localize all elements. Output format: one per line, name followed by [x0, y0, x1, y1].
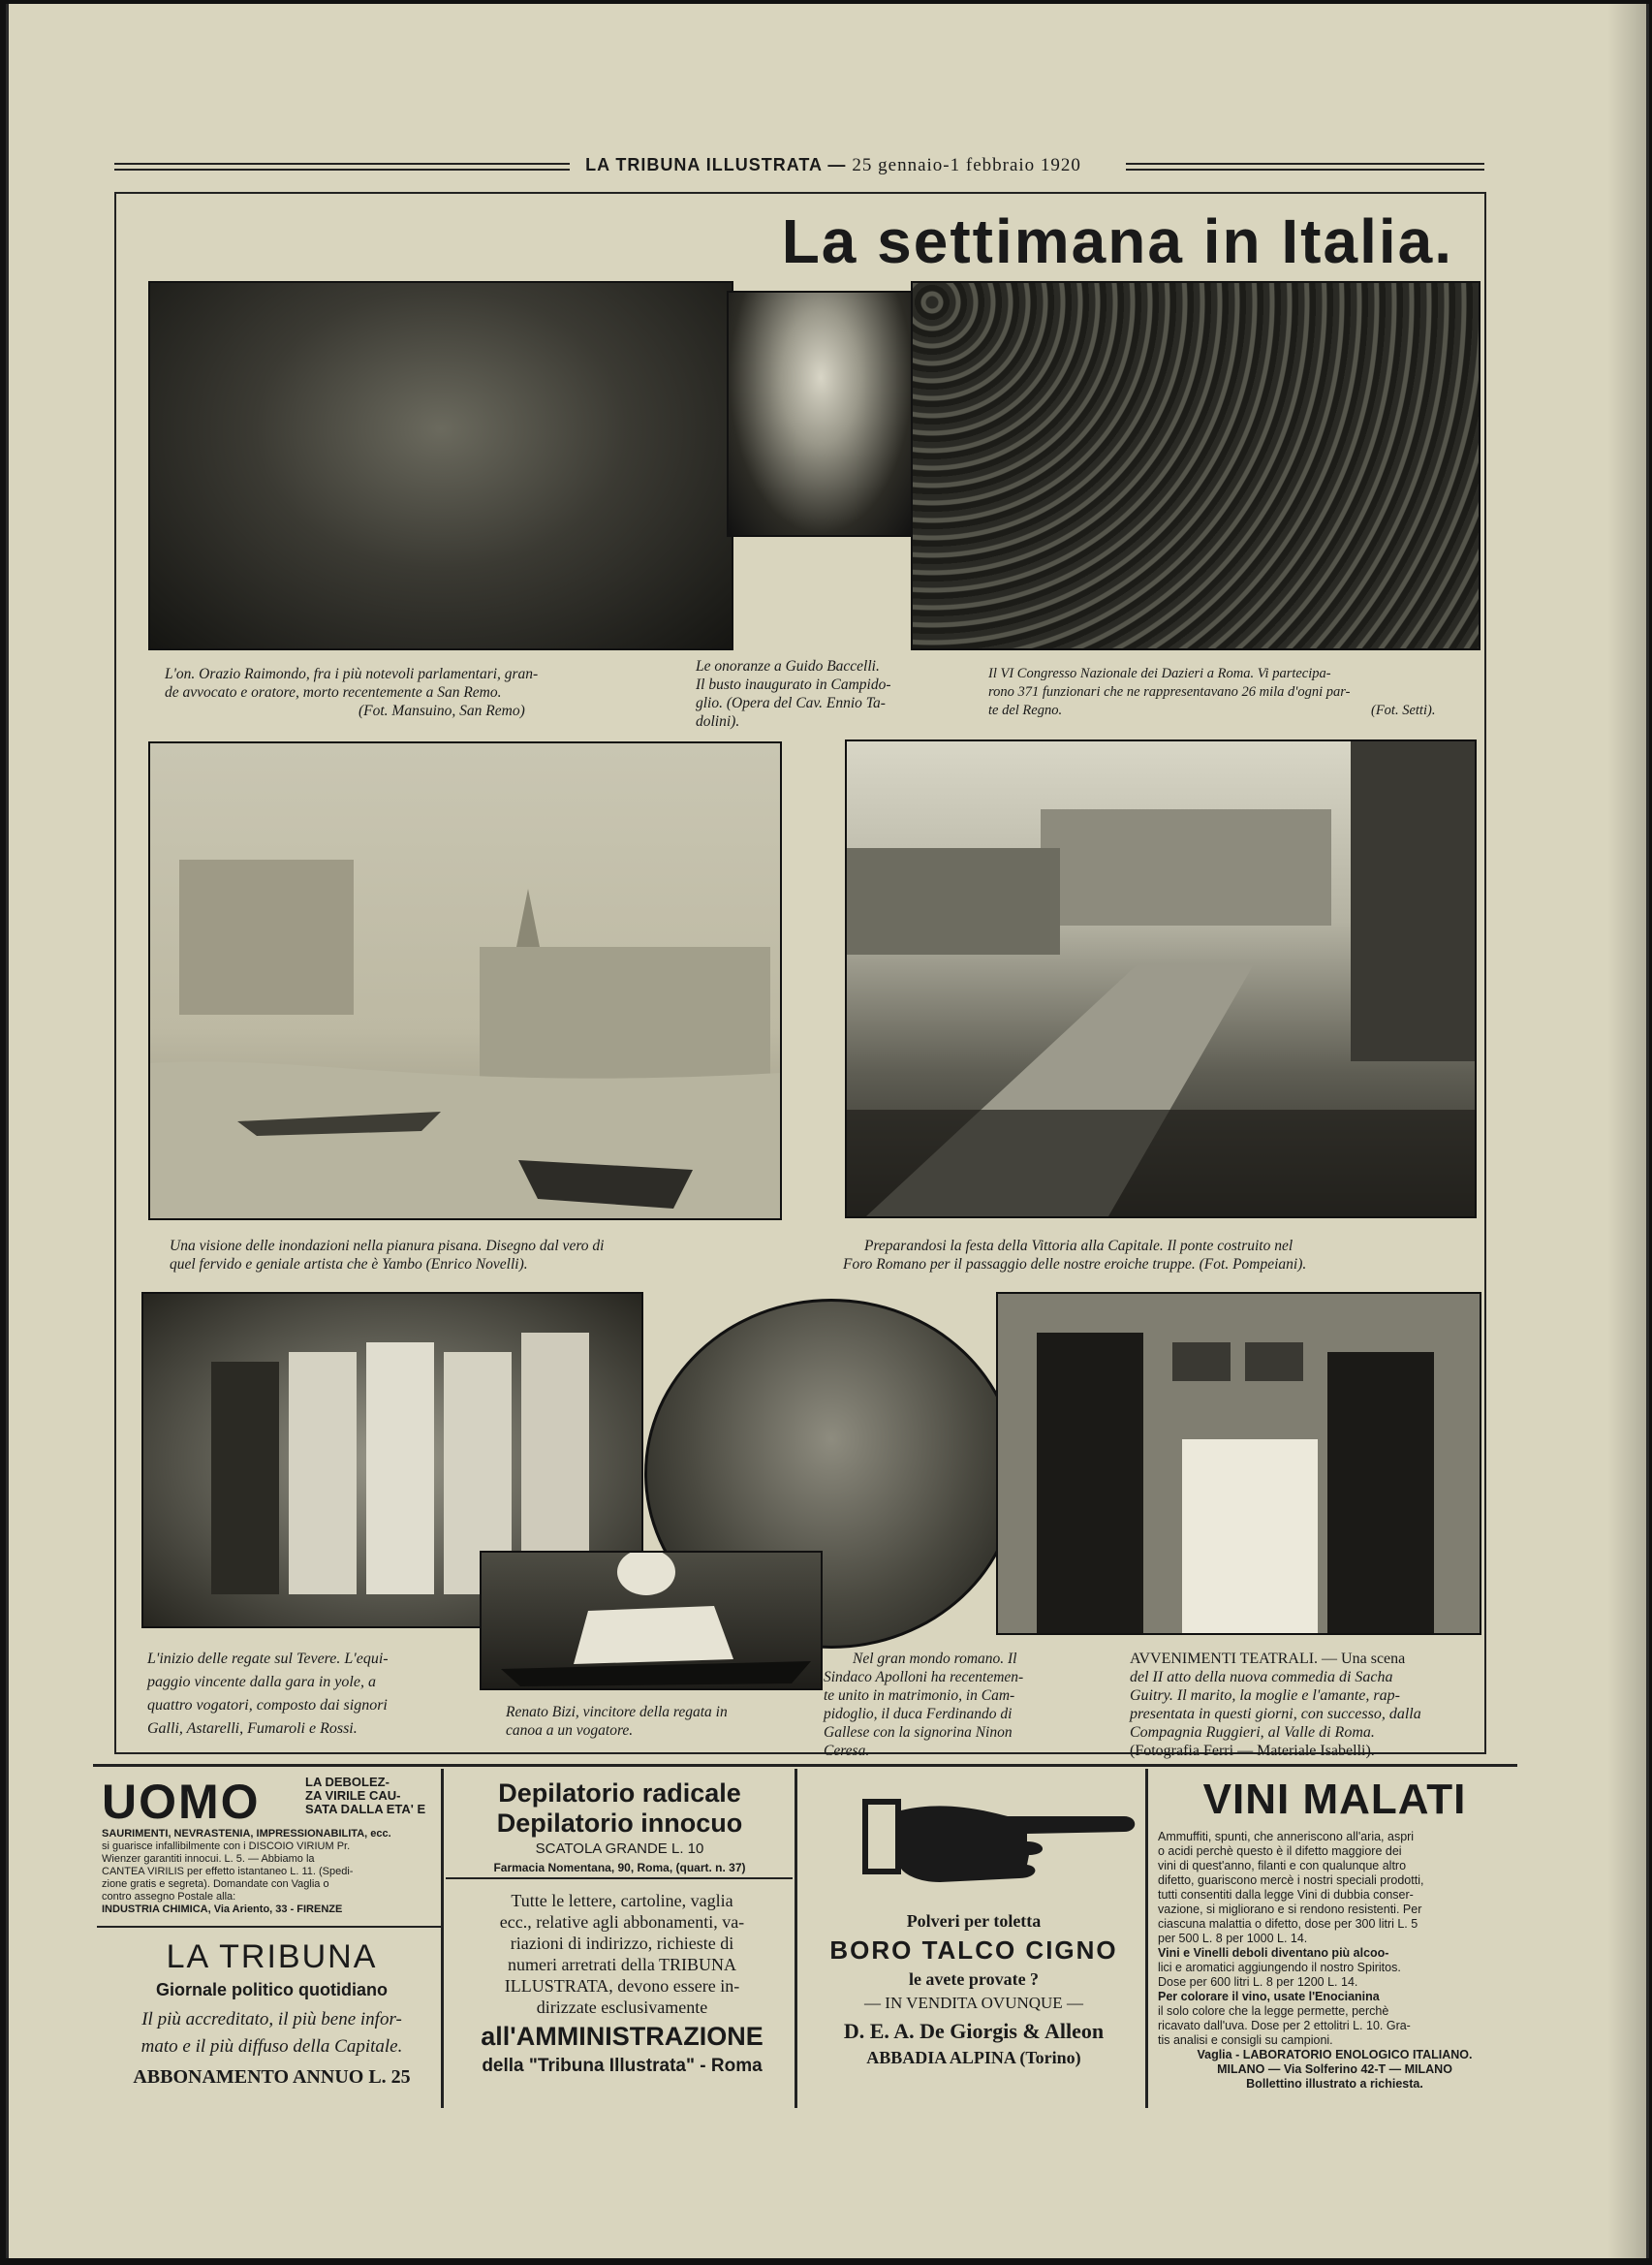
ad-line: D. E. A. De Giorgis & Alleon: [843, 2019, 1105, 2043]
ad-line: CANTEA VIRILIS per effetto istantaneo L. 11. (Spedi-: [102, 1866, 354, 1877]
caption-line: (Fot. Mansuino, San Remo): [358, 703, 525, 719]
ad-uomo-word: UOMO: [102, 1775, 261, 1829]
ad-line: lici e aromatici aggiungendo il nostro Spiritos.: [1158, 1961, 1401, 1974]
caption-line: Renato Bizi, vincitore della regata in: [506, 1704, 728, 1720]
caption-line: Nel gran mondo romano. Il: [853, 1651, 1017, 1667]
ad-line: della "Tribuna Illustrata" - Roma: [482, 2056, 763, 2076]
ad-line: contro assegno Postale alla:: [102, 1891, 236, 1903]
caption-line: Sindaco Apolloni ha recentemen-: [824, 1669, 1024, 1685]
ad-line: Dose per 600 litri L. 8 per 1200 L. 14.: [1158, 1975, 1358, 1989]
ad-la-tribuna: [105, 1938, 439, 2089]
caption-line: rono 371 funzionari che ne rappresentavano 26 mila d'ogni par-: [988, 684, 1351, 700]
ad-vini-malati: [1158, 1776, 1512, 2092]
page-header: [572, 155, 1095, 176]
ad-line: ILLUSTRATA, devono essere in-: [504, 1976, 740, 1996]
caption-line: Il busto inaugurato in Campido-: [696, 676, 891, 693]
ads-divider-1: [441, 1769, 444, 2108]
caption-matrimonio: [824, 1650, 1023, 1760]
ad-line: SATA DALLA ETA' E: [305, 1802, 426, 1816]
ad-boro-brand: BORO TALCO CIGNO: [829, 1935, 1118, 1965]
ad-line: vini di quest'anno, filanti e con qualunque altro: [1158, 1859, 1407, 1872]
caption-dazieri: [988, 665, 1436, 720]
ad-line: Vaglia - LABORATORIO ENOLOGICO ITALIANO.: [1197, 2048, 1473, 2061]
ad-tribuna-name: LA TRIBUNA: [166, 1938, 378, 1975]
ad-line: mato e il più diffuso della Capitale.: [140, 2036, 403, 2057]
caption-line: Ceresa.: [824, 1743, 870, 1759]
ad-amministrazione-big: all'AMMINISTRAZIONE: [481, 2022, 764, 2051]
ad-line: — IN VENDITA OVUNQUE —: [864, 1994, 1083, 2012]
ad-boro-talco: [804, 1911, 1143, 2068]
caption-line: paggio vincente dalla gara in yole, a: [147, 1674, 376, 1690]
ad-boro-hand: [804, 1781, 1143, 1898]
caption-line: Preparandosi la festa della Vittoria alla Capitale. Il ponte costruito nel: [864, 1238, 1294, 1254]
caption-line: te del Regno.: [988, 703, 1063, 718]
ad-line: Ammuffiti, spunti, che anneriscono all'aria, aspri: [1158, 1830, 1415, 1843]
ad-line: ABBADIA ALPINA (Torino): [866, 2048, 1081, 2067]
caption-bizi: [506, 1703, 728, 1740]
photo-raimondo: [148, 281, 733, 650]
ad-line: dirizzate esclusivamente: [536, 1998, 708, 2017]
ad-uomo: [102, 1774, 436, 1919]
ads-divider-2: [795, 1769, 797, 2108]
ad-line: o acidi perchè questo è il difetto maggiore dei: [1158, 1844, 1402, 1858]
page-curl-shadow: [1607, 4, 1646, 2258]
ad-line: numeri arretrati della TRIBUNA: [507, 1955, 737, 1974]
flood-sketch-drawing: [150, 743, 780, 1218]
caption-line: Gallese con la signorina Ninon: [824, 1724, 1013, 1741]
ads-rule-uomo: [97, 1926, 441, 1928]
ad-line: ecc., relative agli abbonamenti, va-: [499, 1912, 745, 1932]
ad-line: Polveri per toletta: [906, 1911, 1042, 1931]
caption-line: Foro Romano per il passaggio delle nostre eroiche truppe. (Fot. Pompeiani).: [843, 1256, 1307, 1273]
drawing-inondazioni: [148, 741, 782, 1220]
caption-teatrali: [1130, 1650, 1421, 1760]
photo-avvenimenti-teatrali: [996, 1292, 1481, 1635]
ad-line: Bollettino illustrato a richiesta.: [1246, 2077, 1423, 2091]
ad-line: SAURIMENTI, NEVRASTENIA, IMPRESSIONABILITA, ecc.: [102, 1828, 391, 1840]
caption-vittoria: [843, 1237, 1306, 1274]
caption-line: (Fotografia Ferri — Materiale Isabelli).: [1130, 1743, 1375, 1759]
ad-line: LA DEBOLEZ-: [305, 1775, 390, 1789]
issue-date: 25 gennaio-1 febbraio 1920: [852, 155, 1081, 175]
header-rule-left: [114, 163, 570, 171]
caption-line: quattro vogatori, composto dai signori: [147, 1697, 388, 1714]
ad-line: tutti consentiti dalla legge Vini di dubbia conser-: [1158, 1888, 1414, 1902]
ad-line: MILANO — Via Solferino 42-T — MILANO: [1217, 2062, 1452, 2076]
ad-line: il solo colore che la legge permette, perchè: [1158, 2004, 1389, 2018]
caption-line: presentata in questi giorni, con successo, dalla: [1130, 1706, 1421, 1722]
masthead: LA TRIBUNA ILLUSTRATA —: [585, 155, 847, 174]
caption-line: (Fot. Setti).: [1371, 703, 1436, 718]
caption-line: Il VI Congresso Nazionale dei Dazieri a Roma. Vi partecipa-: [988, 666, 1331, 681]
ad-line: Wienzer garantiti innocui. L. 5. — Abbiamo la: [102, 1853, 315, 1865]
ad-amministrazione: [453, 1890, 791, 2077]
ad-line: Depilatorio radicale: [498, 1778, 741, 1808]
caption-line: del II atto della nuova commedia di Sacha: [1130, 1669, 1393, 1685]
ad-line: ciascuna malattia o difetto, dose per 300 litri L. 5: [1158, 1917, 1418, 1931]
caption-raimondo: [165, 665, 538, 720]
caption-baccelli: [696, 657, 891, 731]
ad-line: Vini e Vinelli deboli diventano più alcoo-: [1158, 1946, 1389, 1960]
photo-baccelli-bust: [727, 291, 915, 537]
ad-line: INDUSTRIA CHIMICA, Via Ariento, 33 - FIRENZE: [102, 1903, 343, 1915]
photo-bizi-canoa: [480, 1551, 823, 1690]
caption-line: Guitry. Il marito, la moglie e l'amante, rap-: [1130, 1687, 1400, 1704]
caption-line: glio. (Opera del Cav. Ennio Ta-: [696, 695, 886, 711]
caption-line: quel fervido e geniale artista che è Yambo (Enrico Novelli).: [170, 1256, 528, 1273]
ad-vini-body: [1158, 1830, 1512, 2092]
ads-rule-depilatorio: [446, 1877, 793, 1879]
ad-line: Per colorare il vino, usate l'Enocianina: [1158, 1990, 1380, 2003]
pointing-hand-icon: [804, 1781, 1143, 1898]
photo-congresso-dazieri: [911, 281, 1481, 650]
caption-inondazioni: [170, 1237, 604, 1274]
ad-tribuna-sub: Giornale politico quotidiano: [156, 1980, 388, 1999]
ad-uomo-side: [305, 1776, 425, 1816]
bridge-photo-drawing: [847, 741, 1475, 1216]
caption-line: L'inizio delle regate sul Tevere. L'equi-: [147, 1651, 389, 1667]
caption-line: dolini).: [696, 713, 740, 730]
caption-line: Le onoranze a Guido Baccelli.: [696, 658, 880, 675]
ad-line: SCATOLA GRANDE L. 10: [535, 1840, 704, 1857]
header-rule-right: [1126, 163, 1484, 171]
ad-line: si guarisce infallibilmente con i DISCOIO VIRIUM Pr.: [102, 1840, 351, 1852]
ad-line: Il più accreditato, il più bene infor-: [141, 2009, 402, 2029]
ad-line: Farmacia Nomentana, 90, Roma, (quart. n. 37): [493, 1861, 746, 1874]
ads-divider-3: [1145, 1769, 1148, 2108]
ad-line: Tutte le lettere, cartoline, vaglia: [511, 1891, 733, 1910]
ad-line: ZA VIRILE CAU-: [305, 1788, 401, 1803]
caption-line: de avvocato e oratore, morto recentemente a San Remo.: [165, 684, 502, 701]
caption-regate: [147, 1648, 389, 1741]
caption-line: te unito in matrimonio, in Cam-: [824, 1687, 1015, 1704]
ad-line: riazioni di indirizzo, richieste di: [510, 1934, 734, 1953]
theatre-scene-drawing: [998, 1294, 1480, 1633]
caption-line: Una visione delle inondazioni nella pianura pisana. Disegno dal vero di: [170, 1238, 605, 1254]
caption-line: pidoglio, il duca Ferdinando di: [824, 1706, 1013, 1722]
caption-line: canoa a un vogatore.: [506, 1722, 634, 1739]
ad-line: difetto, guariscono mercè i nostri speciali prodotti,: [1158, 1873, 1424, 1887]
ad-uomo-body: [102, 1828, 391, 1916]
ad-line: Depilatorio innocuo: [496, 1809, 743, 1838]
ad-line: ricavato dall'uva. Dose per 2 ettolitri L. 10. Gra-: [1158, 2019, 1411, 2032]
caption-line: Galli, Astarelli, Fumaroli e Rossi.: [147, 1720, 358, 1737]
ads-top-rule: [93, 1764, 1517, 1767]
ad-line: zione gratis e segreta). Domandate con Vaglia o: [102, 1878, 329, 1890]
ad-line: per 500 L. 8 per 1000 L. 14.: [1158, 1932, 1308, 1945]
ad-vini-title: VINI MALATI: [1202, 1776, 1467, 1823]
ad-tribuna-price: ABBONAMENTO ANNUO L. 25: [133, 2066, 411, 2088]
photo-ponte-foro-romano: [845, 739, 1477, 1218]
caption-line: Compagnia Ruggieri, al Valle di Roma.: [1130, 1724, 1375, 1741]
ad-line: le avete provate ?: [908, 1969, 1040, 1989]
canoe-rower-drawing: [482, 1553, 821, 1688]
ad-depilatorio: [448, 1778, 792, 1874]
page-title: La settimana in Italia.: [781, 206, 1453, 276]
ad-line: vazione, si migliorano e si rendono resistenti. Per: [1158, 1903, 1422, 1916]
ad-line: tis analisi e consigli su campioni.: [1158, 2033, 1333, 2047]
caption-line: L'on. Orazio Raimondo, fra i più notevoli parlamentari, gran-: [165, 666, 539, 682]
caption-line: AVVENIMENTI TEATRALI. — Una scena: [1130, 1651, 1406, 1667]
